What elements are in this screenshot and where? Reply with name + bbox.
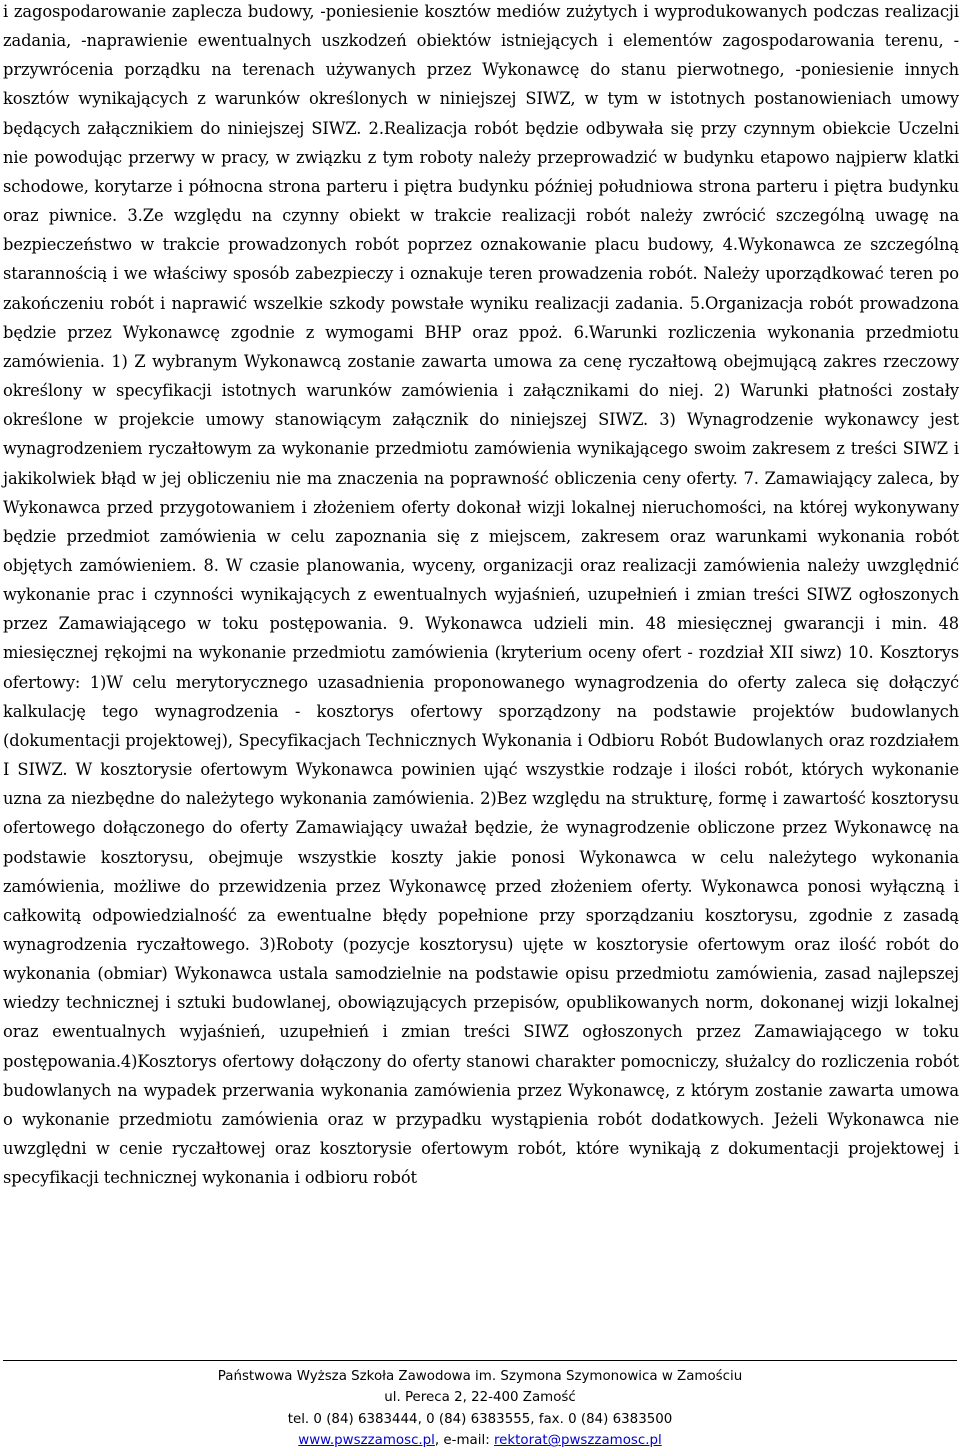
footer-divider [3,1360,957,1361]
footer-phone: tel. 0 (84) 6383444, 0 (84) 6383555, fax. 0 (84) 6383500 [287,1411,673,1427]
email-prefix: , e-mail: [434,1433,494,1449]
footer-contact [0,1430,960,1451]
footer-address: ul. Pereca 2, 22-400 Zamość [384,1390,576,1406]
email-link[interactable]: rektorat@pwszzamosc.pl [493,1433,662,1449]
document-body: i zagospodarowanie zaplecza budowy, -poniesienie kosztów mediów zużytych i wyprodukowanych podczas realizacji zadania, -naprawienie ewentualnych uszkodzeń obiektów istniejących i elementów zagospodarowania terenu, -przywrócenia porządku na terenach używanych przez Wykonawcę do stanu pierwotnego, -poniesienie innych kosztów wynikających z warunków określonych w niniejszej SIWZ, w tym w istotnych postanowieniach umowy będących załącznikiem do niniejszej SIWZ. 2.Realizacja robót będzie odbywała się przy czynnym obiekcie Uczelni nie powodując przerwy w pracy, w związku z tym roboty należy przeprowadzić w budynku etapowo najpierw klatki schodowe, korytarze i północna strona parteru i piętra budynku później południowa strona parteru i piętra budynku oraz piwnice. 3.Ze względu na czynny obiekt w trakcie realizacji robót należy zwrócić szczególną uwagę na bezpieczeństwo w trakcie prowadzonych robót poprzez oznakowanie placu budowy, 4.Wykonawca ze szczególną starannością i we właściwy sposób zabezpieczy i oznakuje teren prowadzenia robót. Należy uporządkować teren po zakończeniu robót i naprawić wszelkie szkody powstałe wyniku realizacji zadania. 5.Organizacja robót prowadzona będzie przez Wykonawcę zgodnie z wymogami BHP oraz ppoż. 6.Warunki rozliczenia wykonania przedmiotu zamówienia. 1) Z wybranym Wykonawcą zostanie zawarta umowa za cenę ryczałtową obejmującą zakres rzeczowy określony w specyfikacji istotnych warunków zamówienia i załącznikami do niej. 2) Warunki płatności zostały określone w projekcie umowy stanowiącym załącznik do niniejszej SIWZ. 3) Wynagrodzenie wykonawcy jest wynagrodzeniem ryczałtowym za wykonanie przedmiotu zamówienia wynikającego swoim zakresem z treści SIWZ i jakikolwiek błąd w jej obliczeniu nie ma znaczenia na poprawność obliczenia ceny oferty. 7. Zamawiający zaleca, by Wykonawca przed przygotowaniem i złożeniem oferty dokonał wizji lokalnej nieruchomości, na której wykonywany będzie przedmiot zamówienia w celu zapoznania się z miejscem, zakresem oraz warunkami wykonania robót objętych zamówieniem. 8. W czasie planowania, wyceny, organizacji oraz realizacji zamówienia należy uwzględnić wykonanie prac i czynności wynikających z ewentualnych wyjaśnień, uzupełnień i zmian treści SIWZ ogłoszonych przez Zamawiającego w toku postępowania. 9. Wykonawca udzieli min. 48 miesięcznej gwarancji i min. 48 miesięcznej rękojmi na wykonanie przedmiotu zamówienia (kryterium oceny ofert - rozdział XII siwz) 10. Kosztorys ofertowy: 1)W celu merytorycznego uzasadnienia proponowanego wynagrodzenia do oferty zaleca się dołączyć kalkulację tego wynagrodzenia - kosztorys ofertowy sporządzony na podstawie projektów budowlanych (dokumentacji projektowej), Specyfikacjach Technicznych Wykonania i Odbioru Robót Budowlanych oraz rozdziałem I SIWZ. W kosztorysie ofertowym Wykonawca powinien ująć wszystkie rodzaje i ilości robót, których wykonanie uzna za niezbędne do należytego wykonania zamówienia. 2)Bez względu na strukturę, formę i zawartość kosztorysu ofertowego dołączonego do oferty Zamawiający uważał będzie, że wynagrodzenie obliczone przez Wykonawcę na podstawie kosztorysu, obejmuje wszystkie koszty jakie ponosi Wykonawca w celu należytego wykonania zamówienia, możliwe do przewidzenia przez Wykonawcę przed złożeniem oferty. Wykonawca ponosi wyłączną i całkowitą odpowiedzialność za ewentualne błędy popełnione przy sporządzaniu kosztorysu, zgodnie z zasadą wynagrodzenia ryczałtowego. 3)Roboty (pozycje kosztorysu) ujęte w kosztorysie ofertowym oraz ilość robót do wykonania (obmiar) Wykonawca ustala samodzielnie na podstawie opisu przedmiotu zamówienia, zasad najlepszej wiedzy technicznej i sztuki budowlanej, obowiązujących przepisów, opublikowanych norm, dokonanej wizji lokalnej oraz ewentualnych wyjaśnień, uzupełnień i zmian treści SIWZ ogłoszonych przez Zamawiającego w toku postępowania.4)Kosztorys ofertowy dołączony do oferty stanowi charakter pomocniczy, służalcy do rozliczenia robót budowlanych na wypadek przerwania wykonania zamówienia przez Wykonawcę, z którym zostanie zawarta umowa o wykonanie przedmiotu zamówienia oraz w przypadku wystąpienia robót dodatkowych. Jeżeli Wykonawca nie uwzględni w cenie ryczałtowej oraz kosztorysie ofertowym robót, które wynikają z dokumentacji projektowej i specyfikacji technicznej wykonania i odbioru robót [3,2,959,1188]
footer-institution: Państwowa Wyższa Szkoła Zawodowa im. Szymona Szymonowica w Zamościu [217,1369,743,1384]
website-link[interactable]: www.pwszzamosc.pl [298,1433,435,1449]
page-footer [0,1366,960,1452]
